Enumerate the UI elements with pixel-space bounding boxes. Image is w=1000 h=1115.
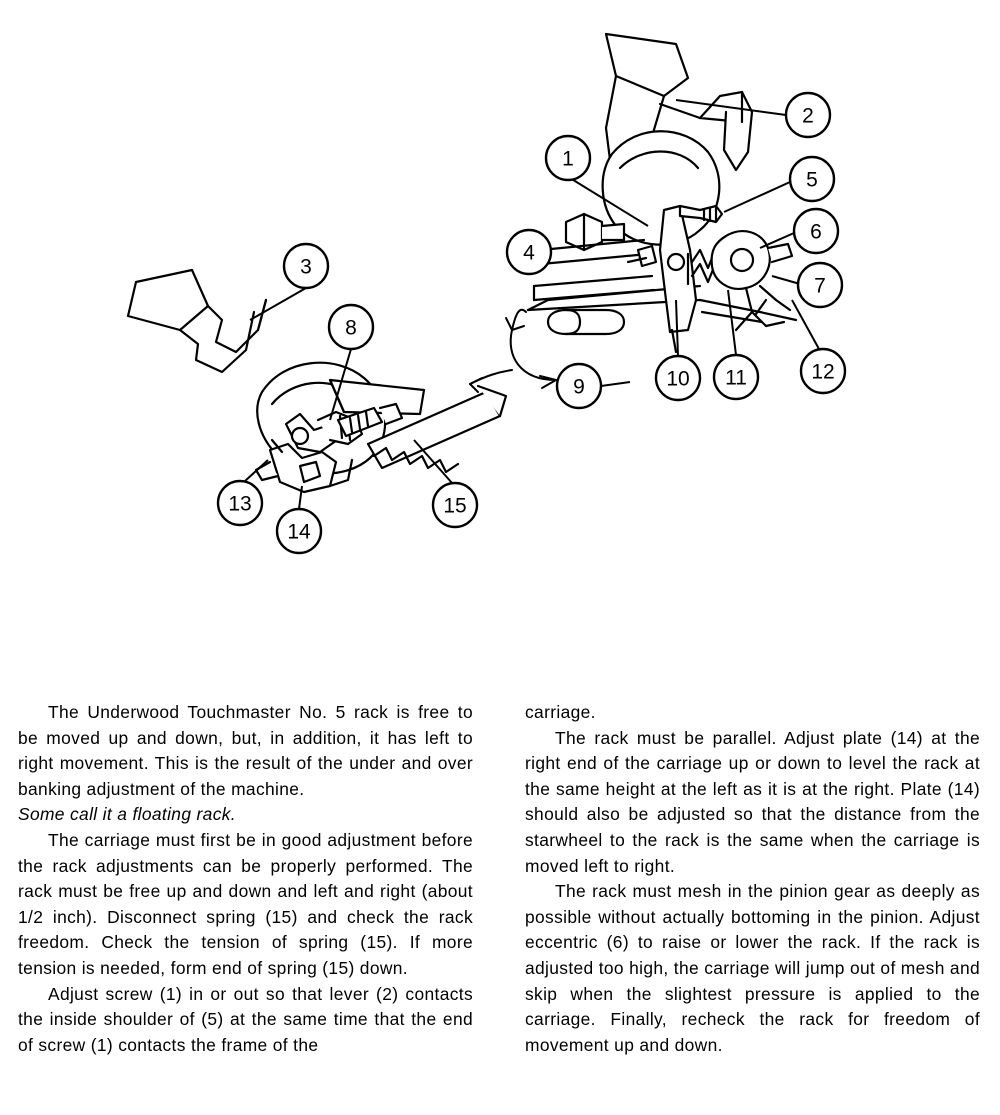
callout-7 <box>798 263 842 307</box>
callout-9 <box>557 364 601 408</box>
body-text <box>0 700 1000 1115</box>
callout-6 <box>794 209 838 253</box>
paragraph: The Underwood Touchmaster No. 5 rack is free to be moved up and down, but, in addition, it has left to right movement. This is the result of the under and over banking adjustment of the machine. <box>18 702 473 799</box>
callout-13 <box>218 481 262 525</box>
callout-3 <box>284 244 328 288</box>
callout-label: 12 <box>811 360 835 384</box>
paragraph: The rack must mesh in the pinion gear as deeply as possible without actually bottoming in the pinion. Adjust eccentric (6) to raise or lower the rack. If the rack is adjusted too high, the carriage will jump out of mesh and skip when the slightest pressure is applied to the carriage. Finally, recheck the rack for freedom of movement up and down. <box>525 881 980 1055</box>
paragraph: The carriage must first be in good adjustment before the rack adjustments can be properly performed. The rack must be free up and down and left and right (about 1/2 inch). Disconnect spring (15) and check the rack freedom. Check the tension of spring (15). If more tension is needed, form end of spring (15) down. <box>18 829 473 978</box>
callout-label: 13 <box>228 492 252 516</box>
callout-2 <box>786 93 830 137</box>
callout-label: 3 <box>300 255 312 279</box>
callout-label: 2 <box>802 104 814 128</box>
callout-label: 6 <box>810 220 822 244</box>
callout-label: 11 <box>725 366 747 390</box>
left-text-column <box>18 700 473 1115</box>
paragraph-italic: Some call it a floating rack. <box>18 804 236 825</box>
callout-label: 10 <box>666 367 690 391</box>
callout-label: 4 <box>523 241 535 265</box>
paragraph: carriage. <box>525 702 596 722</box>
callout-label: 5 <box>806 168 818 192</box>
callout-12 <box>801 349 845 393</box>
callout-11 <box>714 355 758 399</box>
callout-label: 14 <box>287 520 311 544</box>
callout-label: 15 <box>443 494 467 518</box>
callout-label: 9 <box>573 375 585 399</box>
paragraph: Adjust screw (1) in or out so that lever (2) contacts the inside shoulder of (5) at the same time that the end of screw (1) contacts the frame of the <box>18 983 473 1055</box>
paragraph: The rack must be parallel. Adjust plate (14) at the right end of the carriage up or down to level the rack at the same height at the left as it is at the right. Plate (14) should also be adjusted so that the distance from the starwheel to the rack is the same when the carriage is moved left to right. <box>525 727 980 876</box>
callout-5 <box>790 157 834 201</box>
right-text-column <box>525 700 980 1115</box>
callout-label: 8 <box>345 316 357 340</box>
callout-14 <box>277 509 321 553</box>
callout-8 <box>329 305 373 349</box>
callout-label: 7 <box>814 274 826 298</box>
callout-1 <box>546 136 590 180</box>
callout-label: 1 <box>562 147 574 171</box>
callout-15 <box>433 483 477 527</box>
callout-10 <box>656 356 700 400</box>
callout-4 <box>507 230 551 274</box>
